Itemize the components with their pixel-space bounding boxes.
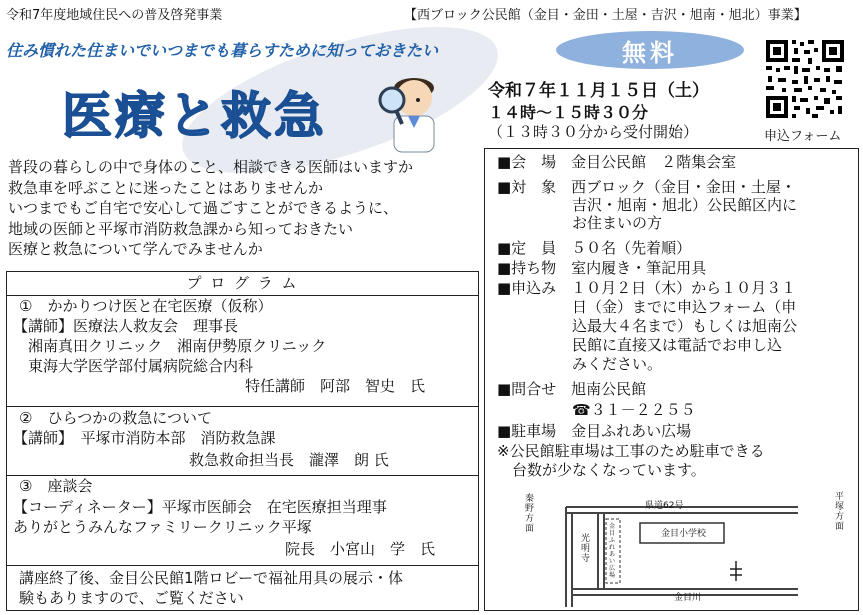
map-river-label: 金目川 (674, 593, 702, 603)
qr-code[interactable] (764, 38, 846, 120)
map-road-label: 県道62号 (645, 501, 684, 511)
map-right-direction: 平塚方面 (835, 492, 845, 532)
session1-hospital: 東海大学医学部付属病院総合内科 (13, 357, 254, 375)
info-box (484, 148, 859, 611)
header-organizer: 【西ブロック公民館（金目・金田・土屋・吉沢・旭南・旭北）事業】 (404, 8, 807, 23)
info-belongings: ■持ち物 室内履き・筆記用具 (497, 259, 707, 277)
session1-lecturer: 【講師】医療法人救友会 理事長 (13, 317, 239, 335)
divider (7, 475, 478, 476)
header-program-label: 令和7年度地域住民への普及啓発事業 (6, 8, 223, 23)
session2-speaker: 救急救命担当長 瀧澤 朗 氏 (189, 451, 389, 469)
reception-time: （１３時３０分から受付開始） (488, 123, 699, 141)
map-school-label: 金目小学校 (661, 529, 707, 539)
session3-title: ③ 座談会 (19, 477, 93, 495)
event-time: １４時～１５時３０分 (488, 103, 649, 122)
info-application-cont: みください。 (497, 355, 663, 373)
info-application: ■申込み １０月２日（木）から１０月３１ (497, 279, 797, 297)
session1-title: ① かかりつけ医と在宅医療（仮称） (19, 297, 273, 315)
session3-coordinator: 【コーディネーター】平塚市医師会 在宅医療担当理事 (13, 498, 387, 516)
intro-line: いつまでもご自宅で安心して過ごすことができるように、 (8, 199, 399, 218)
info-application-cont: 込最大４名まで）もしくは旭南公 (497, 317, 798, 335)
session3-clinic: ありがとうみんなファミリークリニック平塚 (13, 518, 312, 536)
session1-speaker: 特任講師 阿部 智史 氏 (245, 377, 426, 395)
info-parking-note: ※公民館駐車場は工事のため駐車できる (497, 442, 765, 460)
subtitle: 住み慣れた住まいでいつまでも暮らすために知っておきたい (6, 41, 439, 60)
map-temple-label: 光明寺 (581, 534, 591, 564)
program-box (6, 271, 479, 611)
program-footer-line: 講座終了後、金目公民館1階ロビーで福祉用具の展示・体 (19, 569, 403, 587)
page-title: 医療と救急 (62, 87, 327, 145)
intro-line: 普段の暮らしの中で身体のこと、相談できる医師はいますか (8, 158, 414, 176)
info-target: ■対 象 西ブロック（金目・金田・土屋・ (497, 178, 796, 196)
program-heading: プ ロ グ ラ ム (186, 274, 299, 292)
info-parking-note: 台数が少なくなっています。 (497, 461, 706, 479)
doctor-illustration (372, 62, 452, 154)
info-phone[interactable]: ☎３１－２２５５ (497, 401, 696, 419)
divider (7, 565, 478, 566)
session2-title: ② ひらつかの救急について (19, 409, 212, 427)
intro-line: 医療と救急について学んでみませんか (8, 240, 263, 259)
info-application-cont: 日（金）までに申込フォーム（申 (497, 298, 797, 316)
info-target-cont: 吉沢・旭南・旭北）公民館区内に (497, 196, 798, 214)
free-badge: 無料 (556, 31, 744, 69)
divider (7, 406, 478, 407)
map-left-direction: 秦野方面 (525, 494, 535, 534)
map-parking-label: 金目ふれあい広場 (609, 523, 616, 579)
intro-line: 救急車を呼ぶことに迷ったことはありませんか (8, 178, 324, 197)
session3-speaker: 院長 小宮山 学 氏 (285, 540, 436, 558)
session2-lecturer: 【講師】 平塚市消防本部 消防救急課 (13, 429, 276, 447)
info-venue: ■会 場 金目公民館 ２階集会室 (497, 153, 737, 171)
qr-caption: 申込フォーム (764, 129, 842, 144)
divider (7, 295, 478, 296)
info-parking: ■駐車場 金目ふれあい広場 (497, 422, 692, 440)
program-footer-line: 験もありますので、ご覧ください (19, 589, 244, 607)
session1-clinics: 湘南真田クリニック 湘南伊勢原クリニック (13, 337, 327, 355)
intro-text (8, 157, 413, 260)
info-contact: ■問合せ 旭南公民館 (497, 380, 647, 398)
info-capacity: ■定 員 ５０名（先着順） (497, 239, 692, 257)
event-date: 令和７年１１月１５日（土） (488, 81, 709, 101)
info-target-cont: お住まいの方 (497, 214, 663, 232)
intro-line: 地域の医師と平塚市消防救急課から知っておきたい (8, 219, 354, 238)
info-application-cont: 民館に直接又は電話でお申し込 (497, 336, 783, 354)
